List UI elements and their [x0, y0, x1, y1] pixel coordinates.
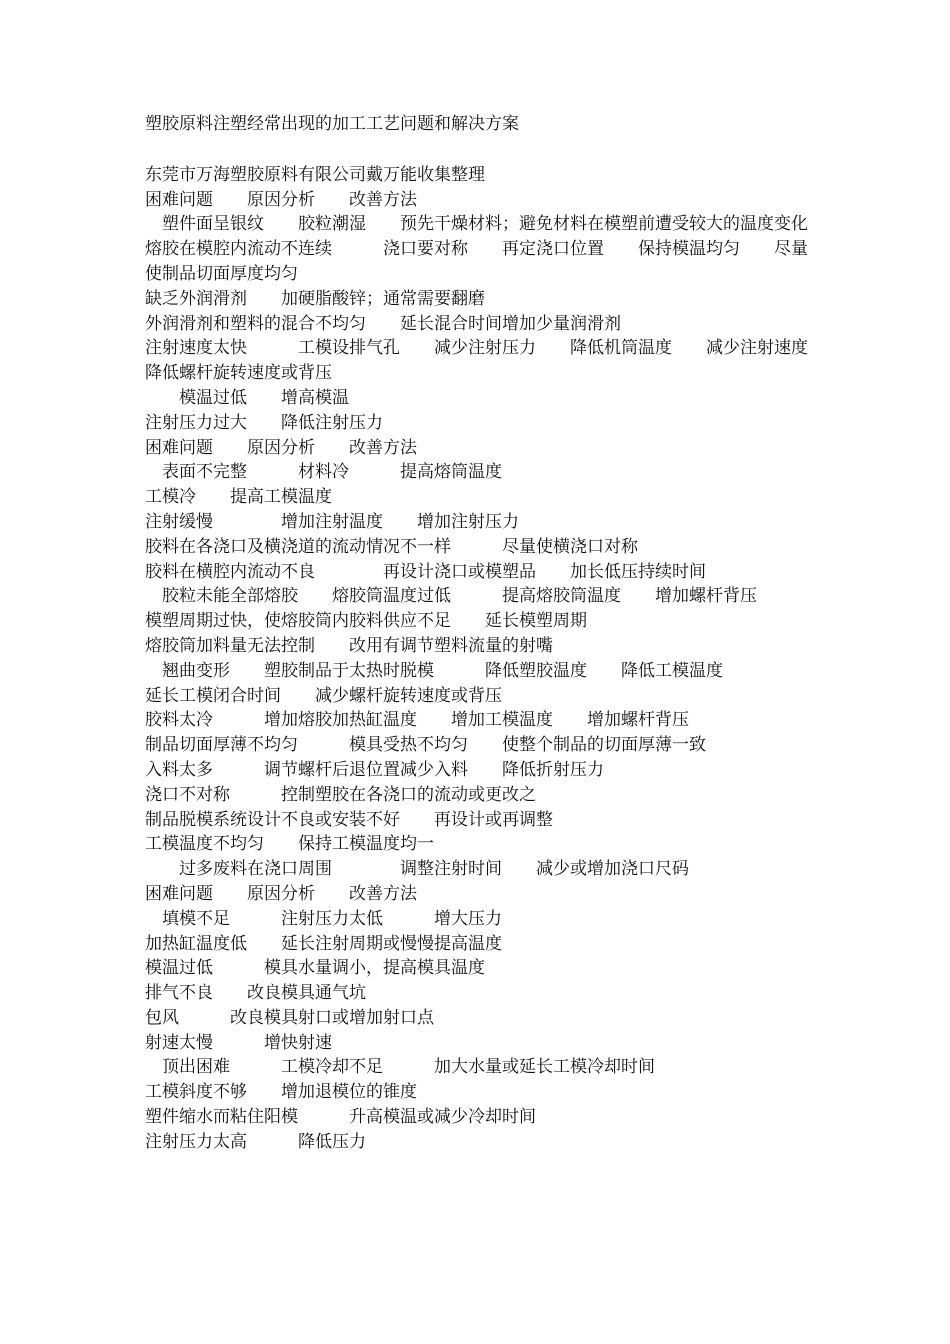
text-line: 制品脱模系统设计不良或安装不好 再设计或再调整 [145, 809, 553, 830]
text-line: 翘曲变形 塑胶制品于太热时脱模 降低塑胶温度 降低工模温度 [145, 660, 723, 681]
text-line: 缺乏外润滑剂 加硬脂酸锌；通常需要翻磨 [145, 288, 485, 309]
text-line: 熔胶在模腔内流动不连续 浇口要对称 再定浇口位置 保持模温均匀 尽量使制品切面厚度均匀 [145, 239, 808, 284]
text-line: 延长工模闭合时间 减少螺杆旋转速度或背压 [145, 685, 502, 706]
document-title: 塑胶原料注塑经常出现的加工工艺问题和解决方案 [145, 114, 519, 134]
text-line: 困难问题 原因分析 改善方法 [145, 437, 417, 458]
text-line: 工模冷 提高工模温度 [145, 487, 332, 508]
text-line: 加热缸温度低 延长注射周期或慢慢提高温度 [145, 933, 502, 954]
text-line: 模温过低 增高模温 [145, 387, 349, 408]
text-line: 困难问题 原因分析 改善方法 [145, 883, 417, 904]
text-line: 包风 改良模具射口或增加射口点 [145, 1007, 434, 1028]
document-page [145, 112, 842, 1155]
text-line: 过多废料在浇口周围 调整注射时间 减少或增加浇口尺码 [145, 859, 689, 880]
text-line: 射速太慢 增快射速 [145, 1032, 332, 1053]
text-line: 填模不足 注射压力太低 增大压力 [145, 908, 502, 929]
text-line: 浇口不对称 控制塑胶在各浇口的流动或更改之 [145, 784, 536, 805]
text-line: 塑件面呈银纹 胶粒潮湿 预先干燥材料；避免材料在模塑前遭受较大的温度变化 [145, 214, 808, 235]
text-line: 外润滑剂和塑料的混合不均匀 延长混合时间增加少量润滑剂 [145, 313, 621, 334]
text-line: 注射压力过大 降低注射压力 [145, 412, 383, 433]
text-line: 模温过低 模具水量调小，提高模具温度 [145, 958, 485, 979]
text-line: 顶出困难 工模冷却不足 加大水量或延长工模冷却时间 [145, 1057, 655, 1078]
text-line: 排气不良 改良模具通气坑 [145, 983, 366, 1004]
text-line: 东莞市万海塑胶原料有限公司戴万能收集整理 [145, 164, 485, 185]
text-line: 工模斜度不够 增加退模位的锥度 [145, 1082, 417, 1103]
text-line: 注射压力太高 降低压力 [145, 1131, 366, 1152]
text-line: 胶料在横腔内流动不良 再设计浇口或模塑品 加长低压持续时间 [145, 561, 706, 582]
text-line: 工模温度不均匀 保持工模温度均一 [145, 834, 434, 855]
text-line: 模塑周期过快，使熔胶筒内胶料供应不足 延长模塑周期 [145, 611, 587, 632]
text-line: 注射速度太快 工模设排气孔 减少注射压力 降低机筒温度 减少注射速度 降低螺杆旋转速度或背压 [145, 338, 842, 384]
text-line: 表面不完整 材料冷 提高熔筒温度 [145, 462, 502, 483]
text-line: 熔胶筒加料量无法控制 改用有调节塑料流量的射嘴 [145, 635, 553, 656]
text-line: 塑件缩水而粘住阳模 升高模温或减少冷却时间 [145, 1107, 536, 1128]
text-line: 制品切面厚薄不均匀 模具受热不均匀 使整个制品的切面厚薄一致 [145, 735, 706, 756]
text-line: 胶料在各浇口及横浇道的流动情况不一样 尽量使横浇口对称 [145, 536, 638, 557]
text-line: 注射缓慢 增加注射温度 增加注射压力 [145, 511, 519, 532]
text-line: 胶料太冷 增加熔胶加热缸温度 增加工模温度 增加螺杆背压 [145, 710, 689, 731]
text-line: 胶粒未能全部熔胶 熔胶筒温度过低 提高熔胶筒温度 增加螺杆背压 [145, 586, 757, 607]
document-body [145, 163, 842, 1155]
text-line: 困难问题 原因分析 改善方法 [145, 189, 417, 210]
text-line: 入料太多 调节螺杆后退位置减少入料 降低折射压力 [145, 759, 604, 780]
